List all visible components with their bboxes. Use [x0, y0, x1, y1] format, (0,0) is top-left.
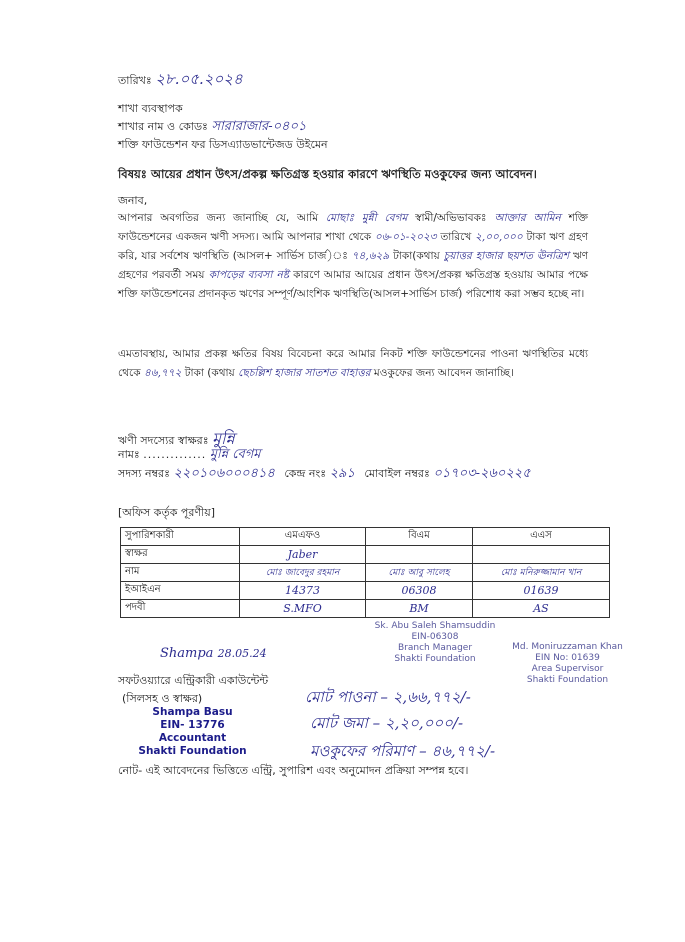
- stamp-text: EIN No: 01639: [535, 653, 600, 663]
- table-cell: [366, 546, 473, 564]
- stamp-text: EIN- 13776: [160, 719, 225, 731]
- table-cell: AS: [472, 600, 609, 618]
- mobile-no-value: ০১৭০৩-২৬০২২৫: [433, 466, 531, 481]
- table-cell: 14373: [240, 582, 366, 600]
- mobile-no-label: মোবাইল নম্বরঃ: [364, 467, 430, 480]
- table-cell: [472, 546, 609, 564]
- stamp-text: Shampa Basu: [152, 706, 233, 718]
- damage-reason-handwritten: কাপড়ের ব্যবসা নষ্ট: [208, 269, 290, 281]
- table-cell: এএস: [472, 528, 609, 546]
- accountant-signature-text: Shampa: [160, 646, 214, 661]
- addressee-line: শাখা ব্যবস্থাপক: [118, 102, 183, 115]
- p2-text-c: মওকুফের জন্য আবেদন জানাচ্ছি।: [373, 367, 514, 379]
- stamp-text: Md. Moniruzzaman Khan: [512, 642, 623, 652]
- accountant-seal-line: (সিলসহ ও স্বাক্ষর): [122, 692, 203, 705]
- stamp-text: Accountant: [158, 732, 227, 744]
- p1-text-h: কারণে আমার আয়ের প্রধান উৎস/প্রকল্প ক্ষতিগ্রস্ত হওয়ায় আমার পক্ষে শক্তি ফাউন্ডেশনের প্রদানকৃত ঋণের সম্পূর্ণ/আংশিক ঋণস্থিতি(আসল+সার্ভিস চার্জ) পরিশোধ করা সম্ভব হচ্ছে না।: [118, 269, 589, 300]
- guardian-name-handwritten: আক্তার: [494, 212, 526, 224]
- waiver-amount-calc: মওকুফের পরিমাণ – ৪৬,৭৭২/-: [310, 742, 496, 760]
- table-row: [121, 564, 610, 582]
- date-label: তারিখঃ: [118, 74, 152, 87]
- stamp-text: Area Supervisor: [531, 664, 604, 674]
- table-cell: 06308: [366, 582, 473, 600]
- p1-text-e: টাকা ঋণ গ্রহণ করি, যার সর্বশেষ ঋণস্থিতি (আসল+ সার্ভিস চার্জ)ঃ: [118, 231, 588, 262]
- table-cell: মোঃ মনিরুজ্জামান খান: [472, 564, 609, 582]
- subject-line: বিষয়ঃ আয়ের প্রধান উৎস/প্রকল্প ক্ষতিগ্রস্ত হওয়ার কারণে ঋণস্থিতি মওকুফের জন্য আবেদন।: [118, 167, 537, 181]
- p1-text-b: স্বামী/অভিভাবকঃ: [415, 212, 487, 224]
- loan-date-handwritten: ০৬-০১-২০২৩: [374, 231, 437, 243]
- table-cell: পদবী: [121, 600, 240, 618]
- footer-note: নোট- এই আবেদনের ভিত্তিতে এন্ট্রি, সুপারিশ এবং অনুমোদন প্রক্রিয়া সম্পন্ন হবে।: [118, 764, 469, 777]
- table-cell: সুপারিশকারী: [121, 528, 240, 546]
- stamp-text: Sk. Abu Saleh Shamsuddin: [374, 621, 496, 631]
- p1-text-a: আপনার অবগতির জন্য জানাচ্ছি যে, আমি: [118, 212, 319, 224]
- bm-stamp: [370, 621, 500, 665]
- date-line: [118, 68, 243, 93]
- salutation: জনাব,: [118, 194, 148, 207]
- member-signature: মুন্নি: [212, 429, 235, 448]
- p2-text-a: এমতাবস্থায়, আমার প্রকল্প ক্ষতির বিষয় বিবেচনা করে আমার নিকট শক্তি ফাউন্ডেশনের পাওনা ঋণস্থিতির মধ্যে থেকে: [118, 348, 588, 379]
- member-no-value: ২২০১০৬০০০৪১৪: [173, 466, 275, 481]
- table-row: [121, 600, 610, 618]
- stamp-text: Branch Manager: [397, 643, 473, 653]
- table-cell: বিএম: [366, 528, 473, 546]
- table-cell: স্বাক্ষর: [121, 546, 240, 564]
- table-row: [121, 582, 610, 600]
- recommendation-table: [120, 527, 610, 618]
- accountant-sign-date: 28.05.24: [217, 647, 267, 660]
- branch-label: শাখার নাম ও কোডঃ: [118, 120, 208, 133]
- p2-text-b: টাকা (কথায়: [184, 367, 235, 379]
- application-paragraph-1: [118, 209, 588, 304]
- accountant-role-line: সফটওয়্যারে এন্ট্রিকারী একাউন্টেন্ট: [118, 674, 269, 687]
- table-cell: ইআইএন: [121, 582, 240, 600]
- stamp-text: Shakti Foundation: [394, 654, 476, 664]
- branch-value: সারারাজার-০৪০১: [211, 119, 307, 134]
- member-no-label: সদস্য নম্বরঃ: [118, 467, 170, 480]
- table-cell: 01639: [472, 582, 609, 600]
- waiver-words-handwritten-2: বাহাত্তর: [339, 367, 371, 379]
- accountant-signature: [160, 646, 267, 661]
- member-name-value: মুন্নি বেগম: [209, 447, 261, 462]
- table-cell: BM: [366, 600, 473, 618]
- total-due-calc: মোট পাওনা – ২,৬৬,৭৭২/-: [305, 688, 471, 706]
- outstanding-words-handwritten: চুয়াত্তর হাজার ছয়শত ঊনত্রিশ: [443, 250, 570, 262]
- waiver-amount-handwritten: ৪৬,৭৭২: [143, 367, 182, 379]
- table-cell: এমএফও: [240, 528, 366, 546]
- table-cell: মোঃ আবু সালেহ: [366, 564, 473, 582]
- member-name-handwritten: মোছাঃ মুন্নী বেগম: [325, 212, 408, 224]
- application-paragraph-2: [118, 345, 588, 383]
- table-cell: S.MFO: [240, 600, 366, 618]
- table-header-row: [121, 528, 610, 546]
- member-details-line: [118, 464, 531, 485]
- p1-text-f: টাকা(কথায়: [393, 250, 440, 262]
- p1-text-d: তারিখে: [440, 231, 472, 243]
- stamp-text: Shakti Foundation: [526, 675, 609, 685]
- center-no-label: কেন্দ্র নংঃ: [284, 467, 327, 480]
- outstanding-amount-handwritten: ৭৪,৬২৯: [351, 250, 390, 262]
- table-cell: মোঃ জাবেদুর রহমান: [240, 564, 366, 582]
- stamp-text: EIN-06308: [411, 632, 459, 642]
- member-name-line: নামঃ .............. মুন্নি বেগম: [118, 447, 261, 462]
- member-name-label: নামঃ: [118, 448, 140, 461]
- p1-text-g: ঋণ গ্রহণের পরবর্তী সময়: [118, 250, 588, 281]
- organization-line: শক্তি ফাউন্ডেশন ফর ডিসএ্যাডভান্টেজড উইমেন: [118, 138, 328, 151]
- guardian-name-handwritten-2: আমিন: [533, 212, 561, 224]
- total-deposit-calc: মোট জমা – ২,২০,০০০/-: [310, 714, 464, 732]
- as-stamp: [505, 642, 630, 686]
- office-section-label: [অফিস কর্তৃক পূরণীয়]: [118, 506, 215, 519]
- center-no-value: ২৯১: [329, 466, 355, 481]
- table-cell: নাম: [121, 564, 240, 582]
- date-value: ২৮.০৫.২০২৪: [155, 70, 243, 88]
- branch-line: [118, 117, 306, 138]
- p1-text-c: শক্তি ফাউন্ডেশনের একজন ঋণী সদস্য। আমি আপনার শাখা থেকে: [118, 212, 589, 243]
- table-cell: Jaber: [240, 546, 366, 564]
- accountant-stamp: [130, 706, 255, 758]
- member-signature-label: ঋণী সদস্যের স্বাক্ষরঃ: [118, 434, 209, 447]
- loan-amount-handwritten: ২,০০,০০০: [475, 231, 523, 243]
- waiver-words-handwritten: ছেচল্লিশ হাজার সাতশত: [238, 367, 337, 379]
- stamp-text: Shakti Foundation: [138, 745, 247, 757]
- table-row: [121, 546, 610, 564]
